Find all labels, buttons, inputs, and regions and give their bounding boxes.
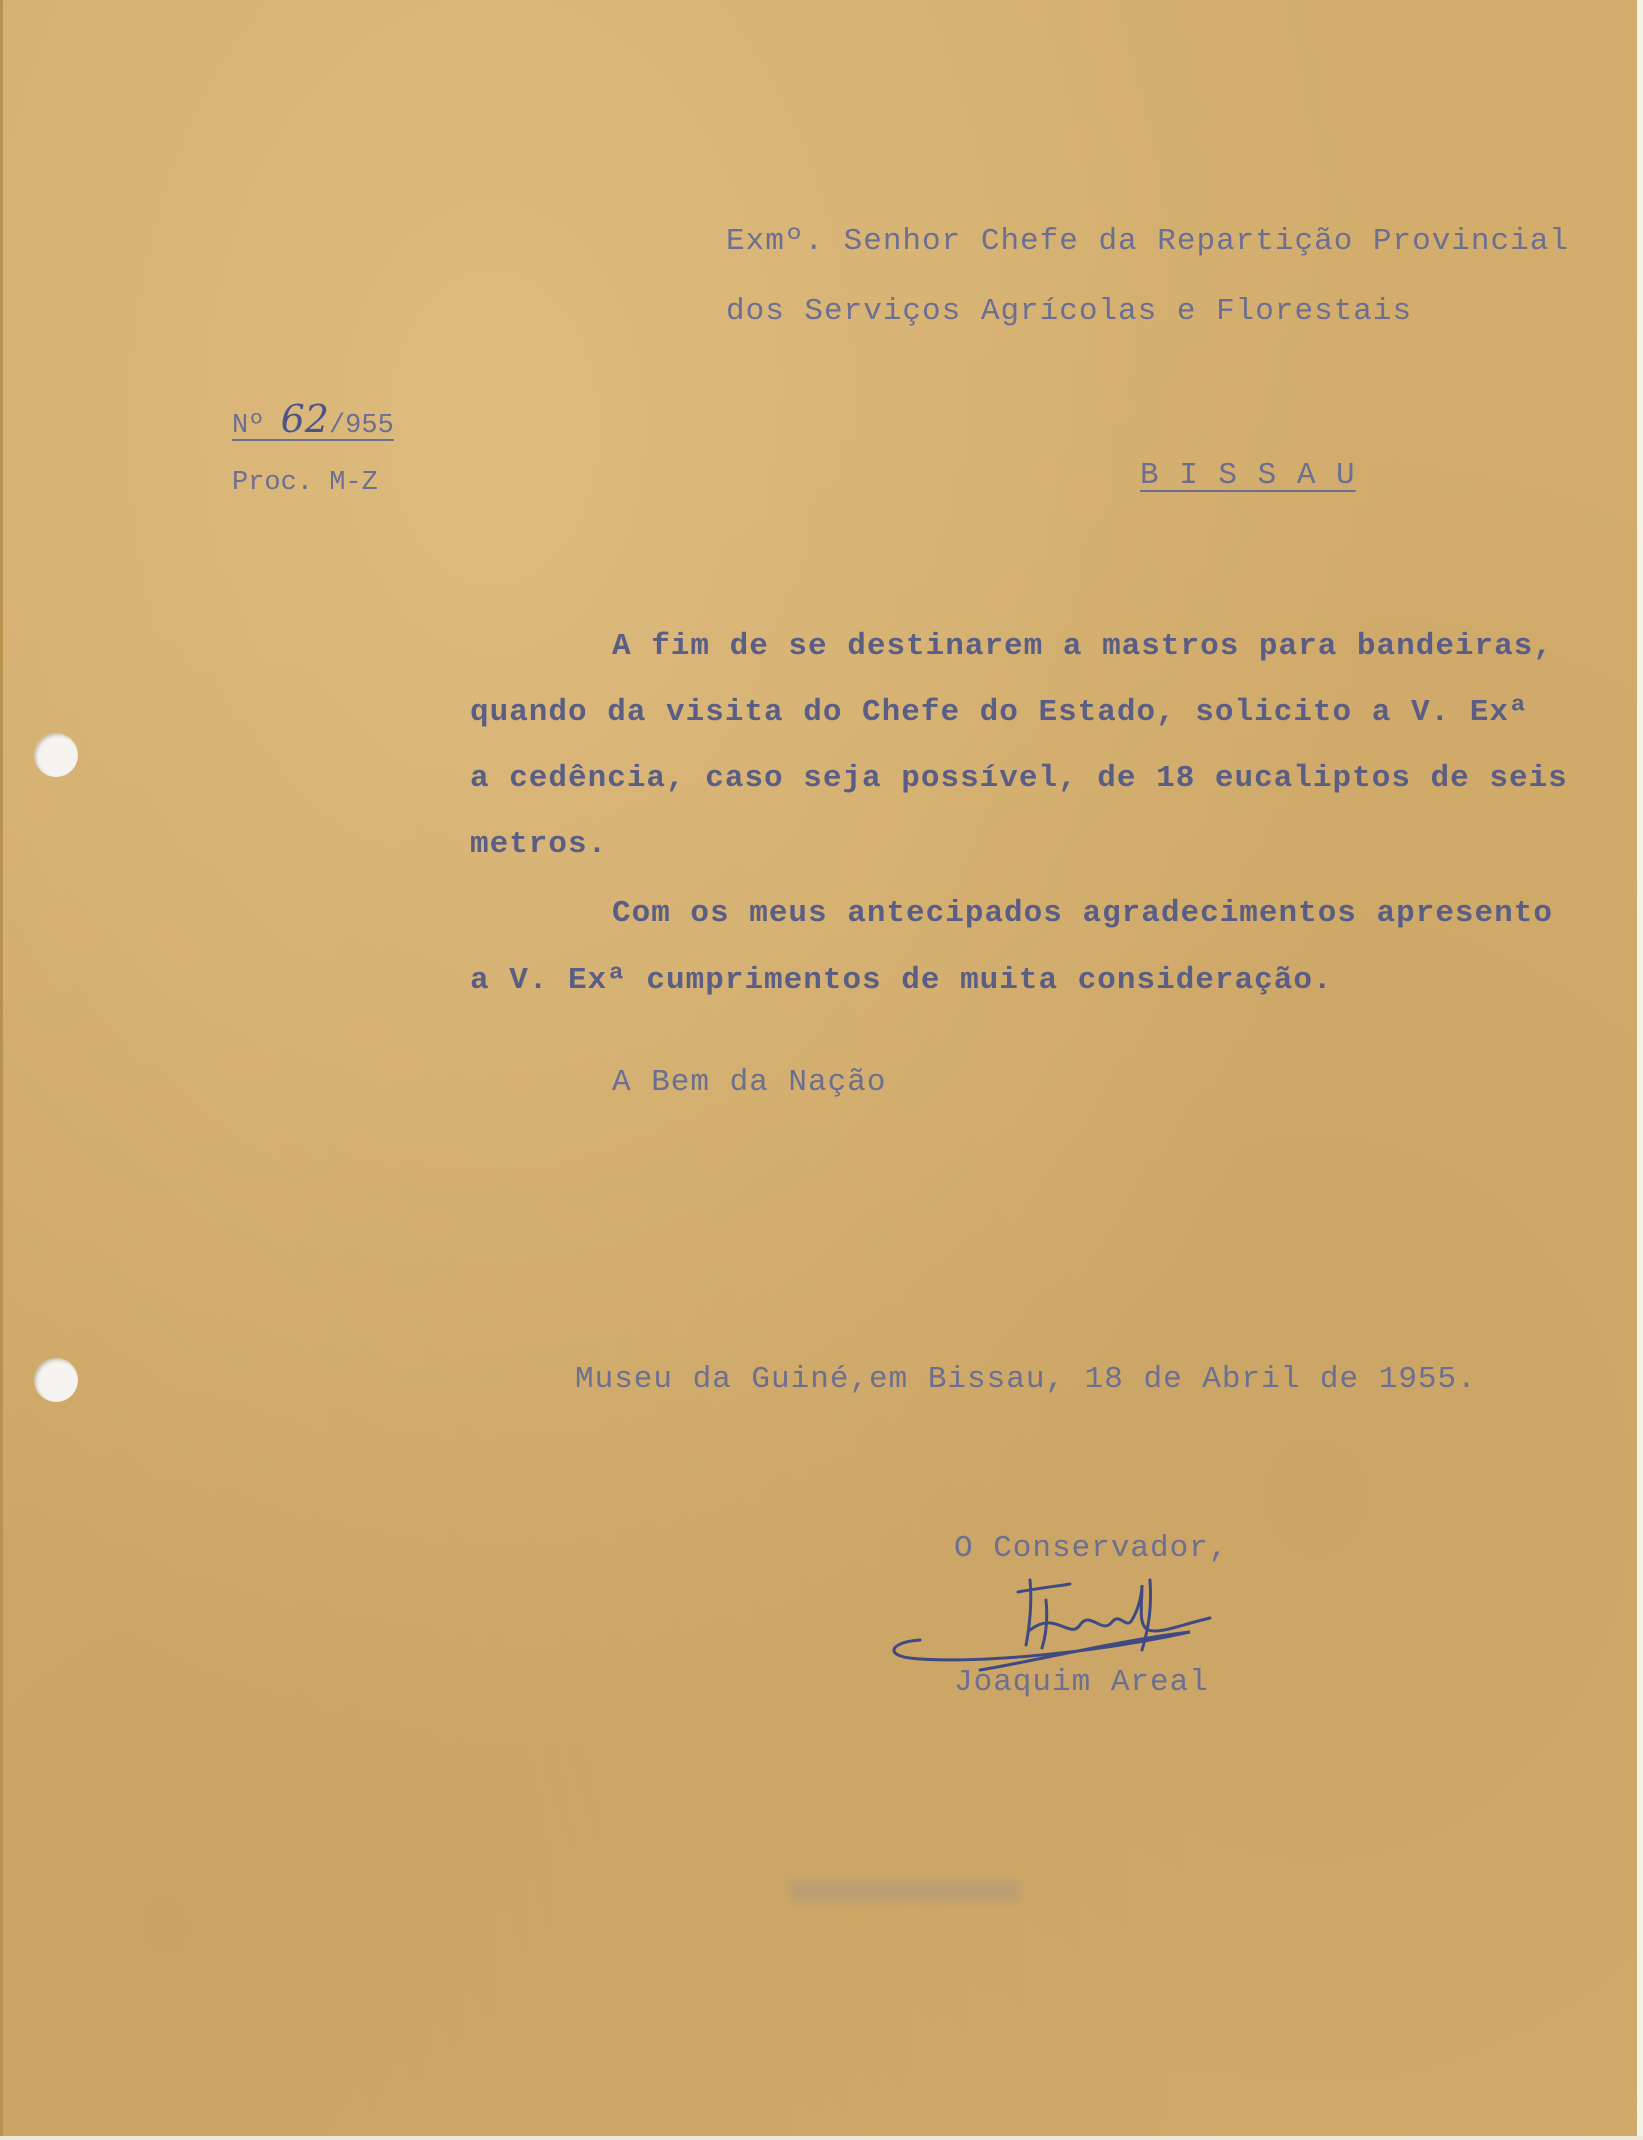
faint-stamp-mark — [790, 1880, 1020, 1902]
body-paragraph-1-line-2: quando da visita do Chefe do Estado, solicito a V. Exª — [470, 695, 1529, 730]
page-left-edge — [0, 0, 3, 2140]
destination-city: B I S S A U — [1140, 458, 1356, 493]
reference-number-handwritten: 62 — [280, 397, 329, 441]
reference-number-suffix: /955 — [328, 411, 394, 441]
process-reference: Proc. M-Z — [232, 468, 378, 498]
addressee-line-1: Exmº. Senhor Chefe da Repartição Provincial — [726, 224, 1569, 259]
body-paragraph-1-line-4: metros. — [470, 827, 608, 862]
place-and-date: Museu da Guiné,em Bissau, 18 de Abril de 1955. — [575, 1362, 1477, 1397]
signatory-name: Joaquim Areal — [954, 1665, 1209, 1700]
reference-number — [232, 397, 394, 441]
body-paragraph-1-line-1: A fim de se destinarem a mastros para bandeiras, — [612, 629, 1553, 664]
reference-number-prefix: Nº — [232, 411, 281, 441]
page-bottom-edge — [0, 2136, 1643, 2140]
body-paragraph-2-line-2: a V. Exª cumprimentos de muita consideração. — [470, 963, 1333, 998]
body-paragraph-1-line-3: a cedência, caso seja possível, de 18 eucaliptos de seis — [470, 761, 1568, 796]
page-right-edge — [1637, 0, 1643, 2140]
body-paragraph-2-line-1: Com os meus antecipados agradecimentos apresento — [612, 896, 1553, 931]
signatory-title: O Conservador, — [954, 1531, 1229, 1566]
punch-hole-bottom — [34, 1358, 78, 1402]
addressee-line-2: dos Serviços Agrícolas e Florestais — [726, 294, 1413, 329]
closing-salutation: A Bem da Nação — [612, 1065, 887, 1100]
punch-hole-top — [34, 733, 78, 777]
